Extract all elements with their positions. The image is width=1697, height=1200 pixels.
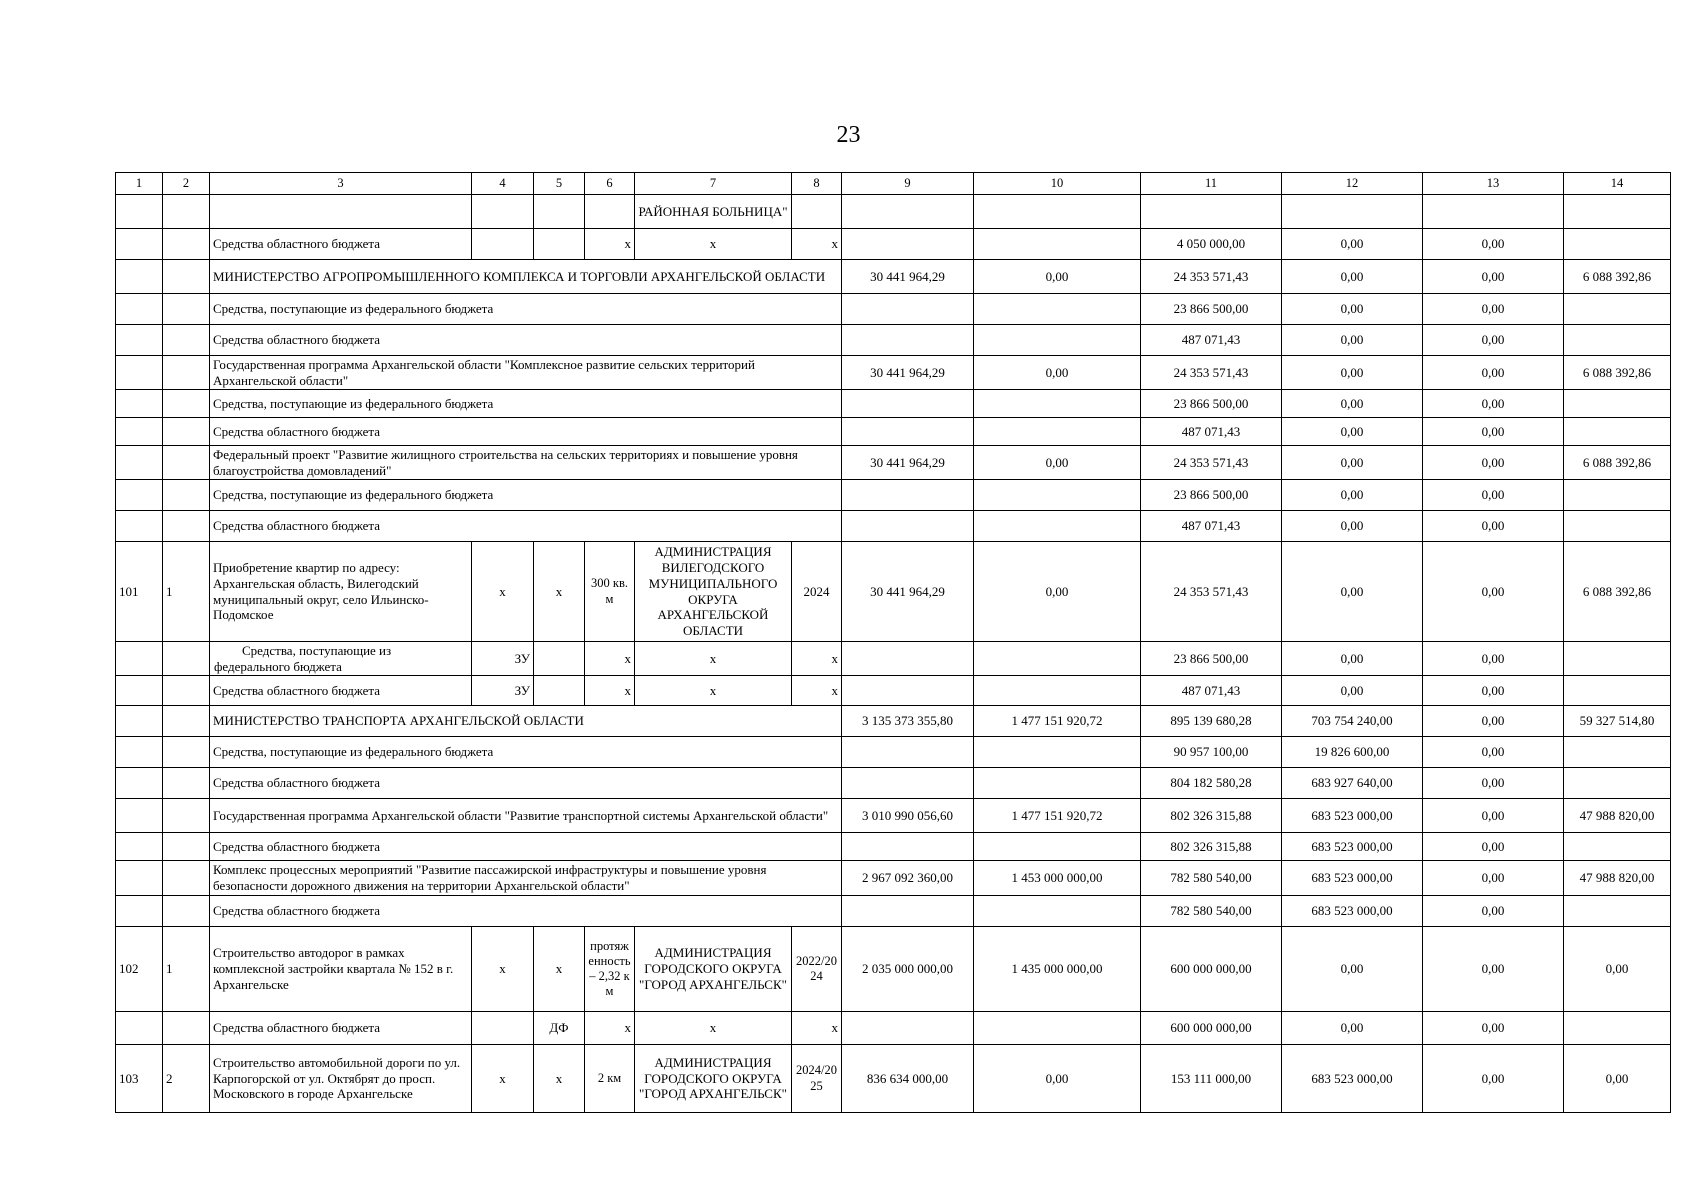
table-cell: х: [472, 1045, 534, 1113]
table-row: [116, 676, 1671, 706]
column-number-header-row: [116, 173, 1671, 195]
column-header: 2: [163, 173, 210, 195]
amount-cell: 0,00: [1564, 1045, 1671, 1113]
amount-cell: 0,00: [1423, 418, 1564, 446]
amount-cell: 0,00: [1423, 1045, 1564, 1113]
amount-cell: 19 826 600,00: [1282, 737, 1423, 768]
amount-cell: 3 135 373 355,80: [842, 706, 974, 737]
amount-cell: 1 477 151 920,72: [974, 706, 1141, 737]
amount-cell: 0,00: [1282, 446, 1423, 480]
budget-table: [115, 172, 1671, 1113]
table-cell: х: [585, 676, 635, 706]
table-cell: х: [472, 542, 534, 642]
amount-cell: 782 580 540,00: [1141, 896, 1282, 927]
row-number-cell: 101: [116, 542, 163, 642]
amount-cell: 0,00: [1282, 356, 1423, 390]
amount-cell: 0,00: [1423, 325, 1564, 356]
amount-cell: 0,00: [1282, 676, 1423, 706]
amount-cell: 24 353 571,43: [1141, 446, 1282, 480]
table-cell: х: [635, 1012, 792, 1045]
amount-cell: 0,00: [1282, 418, 1423, 446]
funding-source-cell: Средства областного бюджета: [210, 325, 842, 356]
column-header: 6: [585, 173, 635, 195]
amount-cell: 30 441 964,29: [842, 356, 974, 390]
funding-source-cell: Средства областного бюджета: [210, 676, 472, 706]
funding-source-cell: Средства, поступающие из федерального бюджета: [210, 294, 842, 325]
table-row: [116, 229, 1671, 260]
capacity-cell: протяженность – 2,32 км: [585, 927, 635, 1012]
table-cell: ДФ: [534, 1012, 585, 1045]
amount-cell: 23 866 500,00: [1141, 390, 1282, 418]
amount-cell: 4 050 000,00: [1141, 229, 1282, 260]
amount-cell: 0,00: [1423, 768, 1564, 799]
amount-cell: 30 441 964,29: [842, 260, 974, 294]
section-title-cell: Государственная программа Архангельской области "Комплексное развитие сельских территорий Архангельской области": [210, 356, 842, 390]
column-header: 1: [116, 173, 163, 195]
table-row: [116, 861, 1671, 896]
amount-cell: 683 523 000,00: [1282, 799, 1423, 833]
amount-cell: 0,00: [1423, 676, 1564, 706]
amount-cell: 0,00: [1282, 294, 1423, 325]
table-row: [116, 294, 1671, 325]
amount-cell: 0,00: [1423, 390, 1564, 418]
item-number-cell: 1: [163, 927, 210, 1012]
table-row: [116, 896, 1671, 927]
table-cell: х: [792, 229, 842, 260]
section-title-cell: МИНИСТЕРСТВО ТРАНСПОРТА АРХАНГЕЛЬСКОЙ ОБЛАСТИ: [210, 706, 842, 737]
amount-cell: 47 988 820,00: [1564, 799, 1671, 833]
amount-cell: 0,00: [974, 446, 1141, 480]
table-cell: ЗУ: [472, 642, 534, 676]
column-header: 10: [974, 173, 1141, 195]
amount-cell: 0,00: [1423, 356, 1564, 390]
amount-cell: 600 000 000,00: [1141, 927, 1282, 1012]
column-header: 8: [792, 173, 842, 195]
amount-cell: 24 353 571,43: [1141, 260, 1282, 294]
amount-cell: 0,00: [1423, 927, 1564, 1012]
amount-cell: 6 088 392,86: [1564, 446, 1671, 480]
table-row: [116, 642, 1671, 676]
funding-source-cell: Средства областного бюджета: [210, 768, 842, 799]
amount-cell: 6 088 392,86: [1564, 260, 1671, 294]
funding-source-cell: Средства, поступающие из федерального бюджета: [210, 737, 842, 768]
amount-cell: 0,00: [1564, 927, 1671, 1012]
object-name-cell: Строительство автомобильной дороги по ул. Карпогорской от ул. Октябрят до просп. Московского в городе Архангельске: [210, 1045, 472, 1113]
amount-cell: 0,00: [1282, 511, 1423, 542]
amount-cell: 802 326 315,88: [1141, 799, 1282, 833]
amount-cell: 0,00: [1423, 446, 1564, 480]
responsible-cell: АДМИНИСТРАЦИЯ ГОРОДСКОГО ОКРУГА "ГОРОД АРХАНГЕЛЬСК": [635, 927, 792, 1012]
capacity-cell: 2 км: [585, 1045, 635, 1113]
period-cell: 2022/2024: [792, 927, 842, 1012]
amount-cell: 895 139 680,28: [1141, 706, 1282, 737]
amount-cell: 683 927 640,00: [1282, 768, 1423, 799]
amount-cell: 0,00: [1423, 737, 1564, 768]
section-title-cell: МИНИСТЕРСТВО АГРОПРОМЫШЛЕННОГО КОМПЛЕКСА И ТОРГОВЛИ АРХАНГЕЛЬСКОЙ ОБЛАСТИ: [210, 260, 842, 294]
amount-cell: 0,00: [1282, 1012, 1423, 1045]
table-cell: х: [792, 676, 842, 706]
table-cell: х: [585, 229, 635, 260]
amount-cell: 836 634 000,00: [842, 1045, 974, 1113]
amount-cell: 487 071,43: [1141, 325, 1282, 356]
section-title-cell: Комплекс процессных мероприятий "Развитие пассажирской инфраструктуры и повышение уровня безопасности дорожного движения на территории Архангельской области": [210, 861, 842, 896]
table-cell: х: [472, 927, 534, 1012]
table-cell: х: [635, 229, 792, 260]
amount-cell: 782 580 540,00: [1141, 861, 1282, 896]
funding-source-cell: Средства областного бюджета: [210, 229, 472, 260]
section-title-cell: Государственная программа Архангельской области "Развитие транспортной системы Архангельской области": [210, 799, 842, 833]
table-row: [116, 542, 1671, 642]
table-row: [116, 446, 1671, 480]
amount-cell: 24 353 571,43: [1141, 542, 1282, 642]
table-row: [116, 418, 1671, 446]
amount-cell: 0,00: [1282, 927, 1423, 1012]
amount-cell: 1 477 151 920,72: [974, 799, 1141, 833]
amount-cell: 90 957 100,00: [1141, 737, 1282, 768]
amount-cell: 24 353 571,43: [1141, 356, 1282, 390]
amount-cell: 0,00: [974, 260, 1141, 294]
table-row: [116, 390, 1671, 418]
amount-cell: 0,00: [1423, 1012, 1564, 1045]
amount-cell: 23 866 500,00: [1141, 480, 1282, 511]
table-cell: х: [534, 927, 585, 1012]
table-row: [116, 833, 1671, 861]
amount-cell: 47 988 820,00: [1564, 861, 1671, 896]
table-row: [116, 511, 1671, 542]
amount-cell: 0,00: [1423, 229, 1564, 260]
responsible-cell: АДМИНИСТРАЦИЯ ГОРОДСКОГО ОКРУГА "ГОРОД АРХАНГЕЛЬСК": [635, 1045, 792, 1113]
amount-cell: 2 035 000 000,00: [842, 927, 974, 1012]
table-row: [116, 799, 1671, 833]
amount-cell: 0,00: [1282, 325, 1423, 356]
table-row: [116, 706, 1671, 737]
column-header: 11: [1141, 173, 1282, 195]
amount-cell: 0,00: [1423, 480, 1564, 511]
item-number-cell: 2: [163, 1045, 210, 1113]
amount-cell: 0,00: [1423, 511, 1564, 542]
period-cell: 2024/2025: [792, 1045, 842, 1113]
amount-cell: 0,00: [1423, 642, 1564, 676]
amount-cell: 0,00: [1423, 706, 1564, 737]
table-row: [116, 1045, 1671, 1113]
amount-cell: 2 967 092 360,00: [842, 861, 974, 896]
amount-cell: 804 182 580,28: [1141, 768, 1282, 799]
amount-cell: 30 441 964,29: [842, 542, 974, 642]
amount-cell: 23 866 500,00: [1141, 294, 1282, 325]
table-cell: х: [534, 1045, 585, 1113]
amount-cell: 0,00: [974, 356, 1141, 390]
amount-cell: 0,00: [1423, 294, 1564, 325]
amount-cell: 487 071,43: [1141, 676, 1282, 706]
table-cell: х: [585, 642, 635, 676]
amount-cell: 0,00: [974, 1045, 1141, 1113]
object-name-cell: Приобретение квартир по адресу: Архангельская область, Вилегодский муниципальный округ, село Ильинско-Подомское: [210, 542, 472, 642]
funding-source-cell: Средства областного бюджета: [210, 833, 842, 861]
section-title-cell: Федеральный проект "Развитие жилищного строительства на сельских территориях и повышение уровня благоустройства домовладений": [210, 446, 842, 480]
amount-cell: 1 435 000 000,00: [974, 927, 1141, 1012]
table-row: [116, 1012, 1671, 1045]
amount-cell: 0,00: [1282, 260, 1423, 294]
amount-cell: 1 453 000 000,00: [974, 861, 1141, 896]
amount-cell: 683 523 000,00: [1282, 896, 1423, 927]
amount-cell: 0,00: [1423, 260, 1564, 294]
amount-cell: 6 088 392,86: [1564, 356, 1671, 390]
column-header: 5: [534, 173, 585, 195]
amount-cell: 487 071,43: [1141, 511, 1282, 542]
table-row: [116, 480, 1671, 511]
funding-source-cell: Средства областного бюджета: [210, 1012, 472, 1045]
amount-cell: 683 523 000,00: [1282, 1045, 1423, 1113]
responsible-cell: РАЙОННАЯ БОЛЬНИЦА": [635, 195, 792, 229]
amount-cell: 0,00: [1423, 833, 1564, 861]
table-cell: х: [792, 1012, 842, 1045]
table-cell: х: [635, 642, 792, 676]
amount-cell: 0,00: [1423, 896, 1564, 927]
object-name-cell: Строительство автодорог в рамках комплексной застройки квартала № 152 в г. Архангельске: [210, 927, 472, 1012]
funding-source-cell: Средства, поступающие из федерального бюджета: [210, 480, 842, 511]
column-header: 4: [472, 173, 534, 195]
column-header: 7: [635, 173, 792, 195]
column-header: 14: [1564, 173, 1671, 195]
table-cell: ЗУ: [472, 676, 534, 706]
funding-source-cell: Средства областного бюджета: [210, 896, 842, 927]
table-row: [116, 260, 1671, 294]
amount-cell: 0,00: [1282, 642, 1423, 676]
table-cell: х: [585, 1012, 635, 1045]
amount-cell: 0,00: [1282, 480, 1423, 511]
amount-cell: 153 111 000,00: [1141, 1045, 1282, 1113]
item-number-cell: 1: [163, 542, 210, 642]
period-cell: 2024: [792, 542, 842, 642]
table-row: [116, 356, 1671, 390]
table-cell: х: [534, 542, 585, 642]
amount-cell: 802 326 315,88: [1141, 833, 1282, 861]
amount-cell: 3 010 990 056,60: [842, 799, 974, 833]
page-number: 23: [836, 122, 861, 148]
amount-cell: 703 754 240,00: [1282, 706, 1423, 737]
column-header: 12: [1282, 173, 1423, 195]
amount-cell: 0,00: [1423, 861, 1564, 896]
amount-cell: 0,00: [974, 542, 1141, 642]
table-row: [116, 768, 1671, 799]
amount-cell: 30 441 964,29: [842, 446, 974, 480]
amount-cell: 0,00: [1423, 542, 1564, 642]
funding-source-cell: Средства, поступающие из федерального бюджета: [210, 642, 472, 676]
row-number-cell: 103: [116, 1045, 163, 1113]
table-row: [116, 927, 1671, 1012]
amount-cell: 0,00: [1282, 390, 1423, 418]
amount-cell: 683 523 000,00: [1282, 861, 1423, 896]
funding-source-cell: Средства, поступающие из федерального бюджета: [210, 390, 842, 418]
column-header: 9: [842, 173, 974, 195]
table-row: [116, 325, 1671, 356]
amount-cell: 59 327 514,80: [1564, 706, 1671, 737]
column-header: 13: [1423, 173, 1564, 195]
amount-cell: 0,00: [1282, 229, 1423, 260]
column-header: 3: [210, 173, 472, 195]
amount-cell: 23 866 500,00: [1141, 642, 1282, 676]
amount-cell: 0,00: [1282, 542, 1423, 642]
amount-cell: 600 000 000,00: [1141, 1012, 1282, 1045]
funding-source-cell: Средства областного бюджета: [210, 511, 842, 542]
table-cell: х: [792, 642, 842, 676]
amount-cell: 0,00: [1423, 799, 1564, 833]
amount-cell: 6 088 392,86: [1564, 542, 1671, 642]
amount-cell: 683 523 000,00: [1282, 833, 1423, 861]
responsible-cell: АДМИНИСТРАЦИЯ ВИЛЕГОДСКОГО МУНИЦИПАЛЬНОГО ОКРУГА АРХАНГЕЛЬСКОЙ ОБЛАСТИ: [635, 542, 792, 642]
table-row: [116, 195, 1671, 229]
funding-source-cell: Средства областного бюджета: [210, 418, 842, 446]
capacity-cell: 300 кв. м: [585, 542, 635, 642]
table-row: [116, 737, 1671, 768]
amount-cell: 487 071,43: [1141, 418, 1282, 446]
table-cell: х: [635, 676, 792, 706]
row-number-cell: 102: [116, 927, 163, 1012]
